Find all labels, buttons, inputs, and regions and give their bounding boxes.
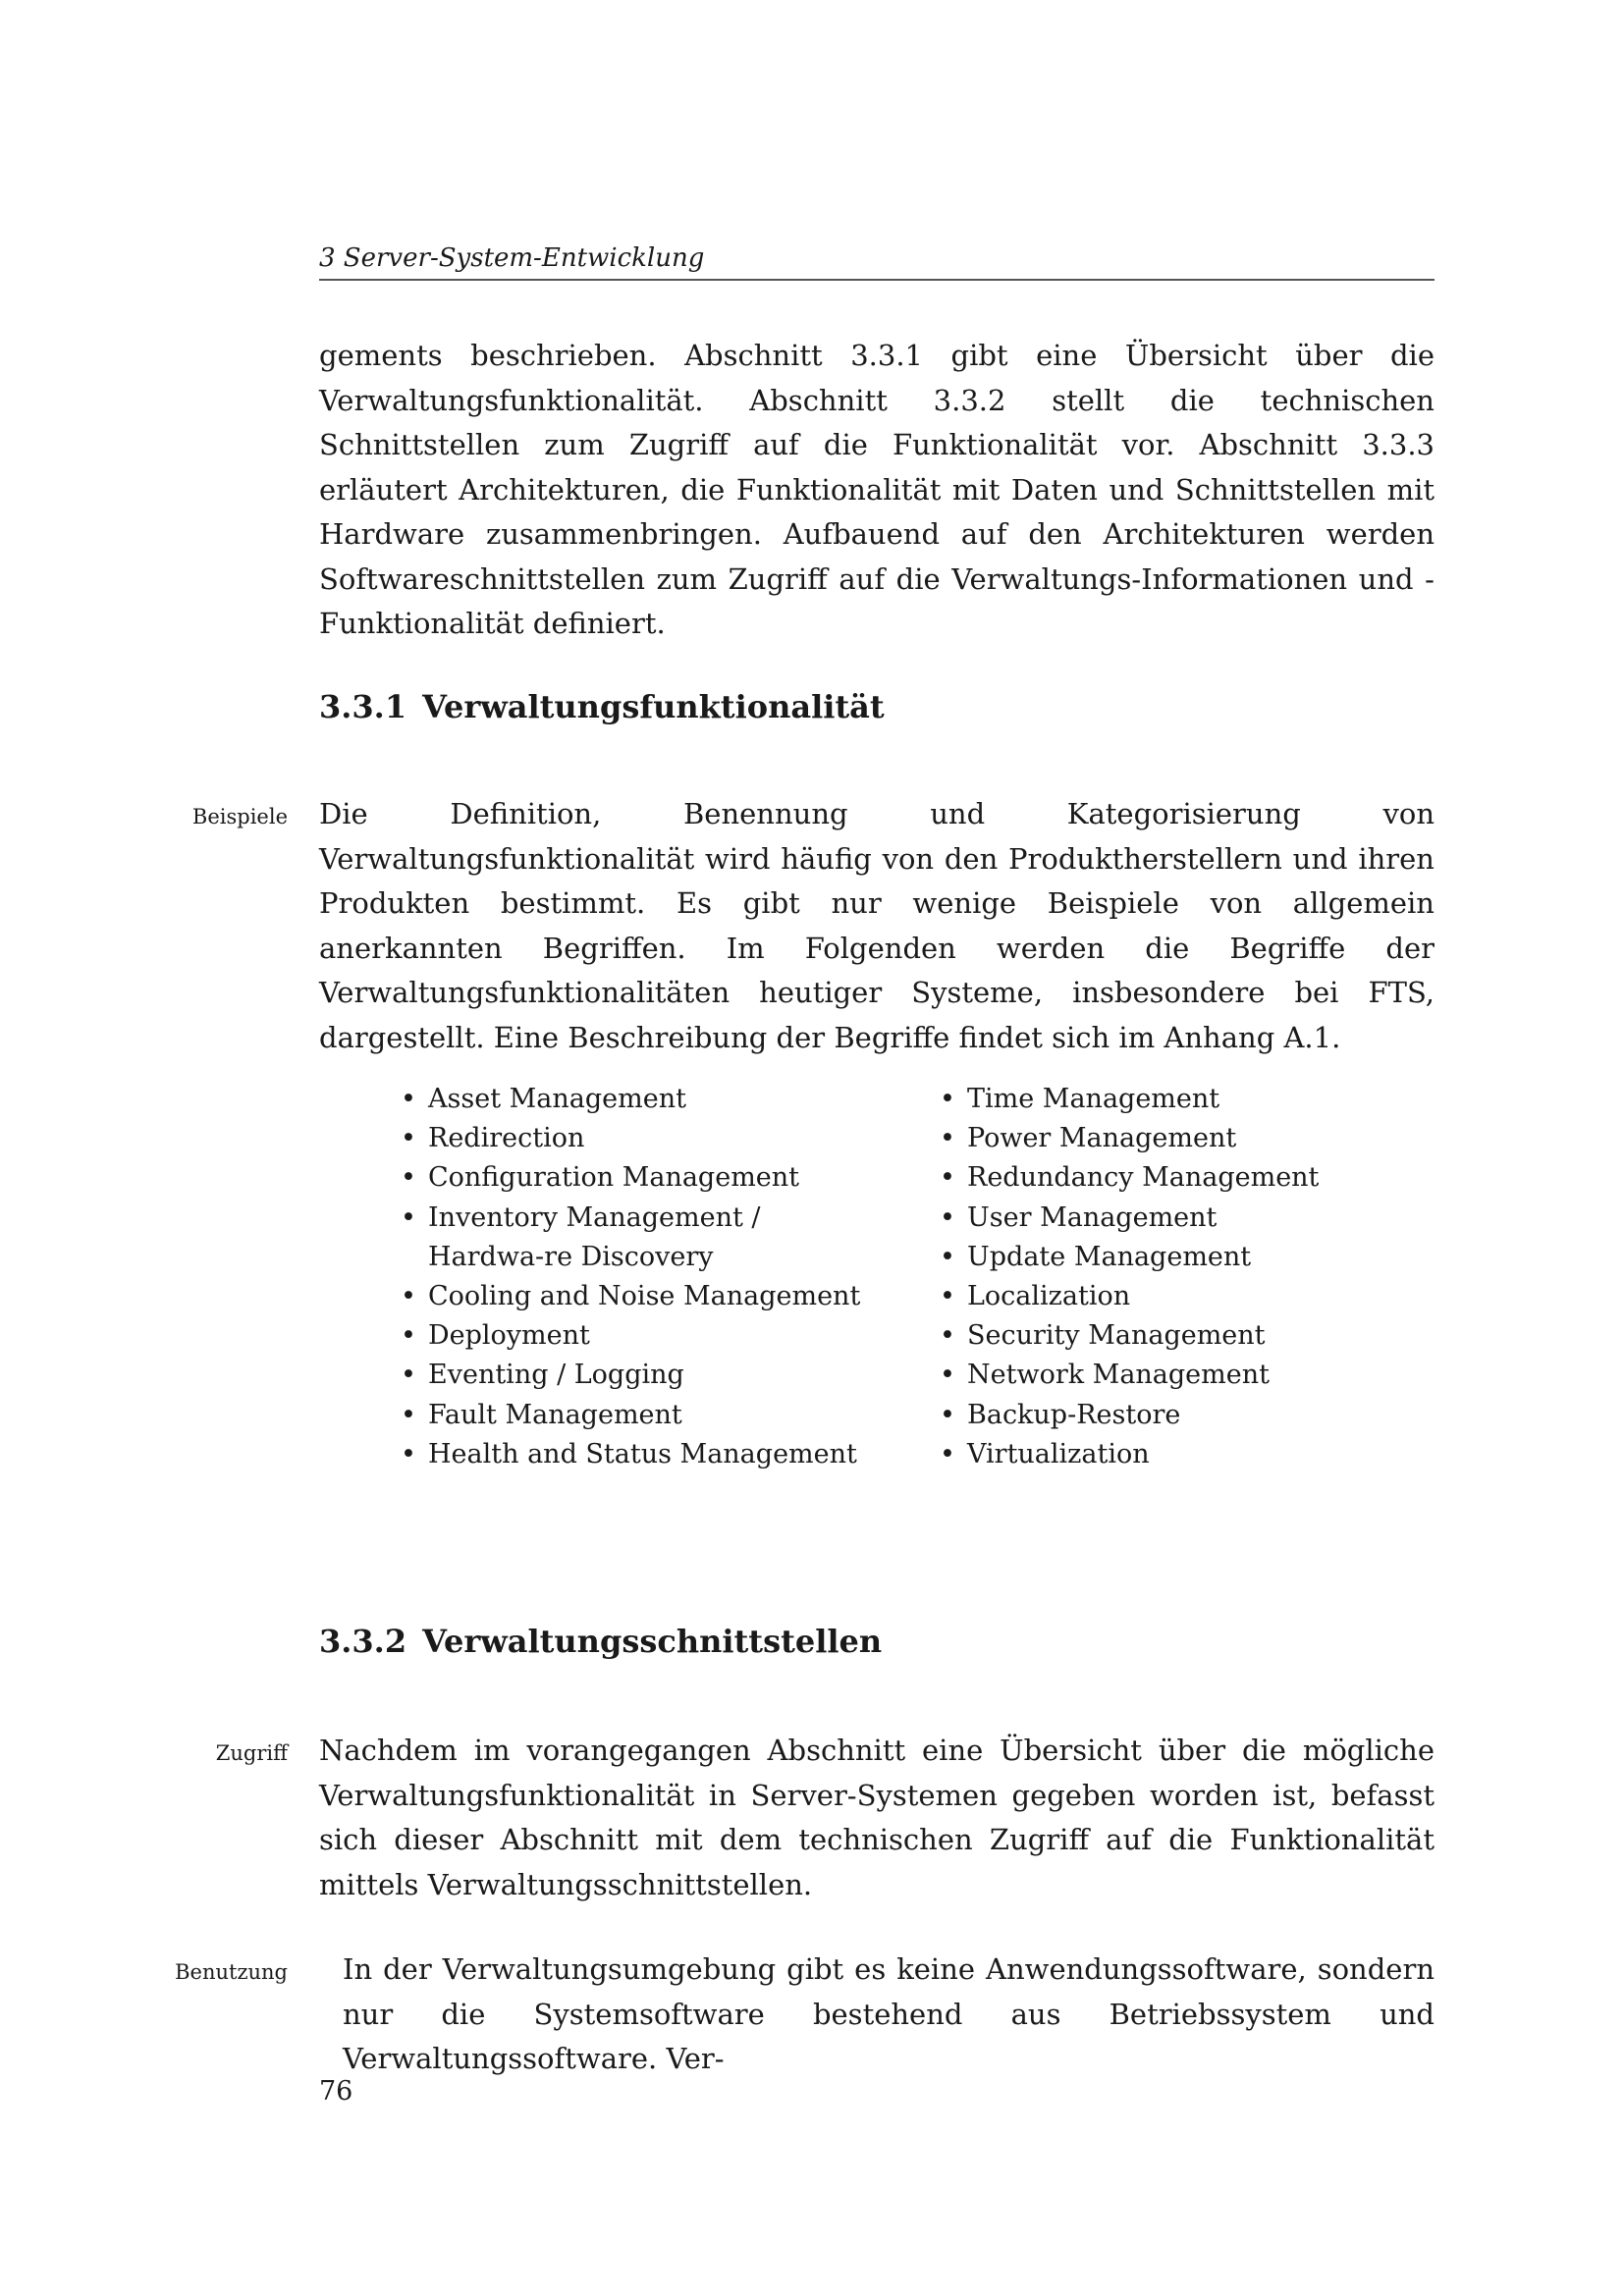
list-item: • Backup-Restore: [940, 1396, 1352, 1435]
function-list-left: [401, 1080, 862, 1474]
list-item: • Localization: [940, 1277, 1352, 1316]
section-number: 3.3.1: [319, 688, 407, 725]
list-item: • User Management: [940, 1199, 1352, 1238]
section-number: 3.3.2: [319, 1623, 407, 1660]
list-item: • Update Management: [940, 1238, 1352, 1277]
section2-paragraph-1: Nachdem im vorangegangen Abschnitt eine Übersicht über die mögliche Verwaltungsfunktionalität in Server-Systemen gegeben worden ist, befasst sich dieser Abschnitt mit dem technischen Zugriff auf die Funktionalität mittels Verwaltungsschnittstellen.: [319, 1734, 1435, 1901]
list-item: • Redirection: [401, 1119, 862, 1158]
chapter-title: 3 Server-System-Entwicklung: [319, 243, 705, 273]
list-item: • Time Management: [940, 1080, 1352, 1119]
list-item: • Fault Management: [401, 1396, 862, 1435]
section2-paragraph-2: In der Verwaltungsumgebung gibt es keine Anwendungssoftware, sondern nur die Systemsoftware bestehend aus Betriebssystem und Verwaltungssoftware. Ver-: [343, 1952, 1435, 2075]
section-title: Verwaltungsfunktionalität: [422, 688, 885, 725]
list-item: • Eventing / Logging: [401, 1356, 862, 1395]
list-item: • Virtualization: [940, 1435, 1352, 1474]
list-item: • Deployment: [401, 1316, 862, 1356]
list-item: • Redundancy Management: [940, 1158, 1352, 1198]
intro-paragraph: gements beschrieben. Abschnitt 3.3.1 gibt eine Übersicht über die Verwaltungsfunktionalität. Abschnitt 3.3.2 stellt die technischen Schnittstellen zum Zugriff auf die Funktionalität vor. Abschnitt 3.3.3 erläutert Architekturen, die Funktionalität mit Daten und Schnittstellen mit Hardware zusammenbringen. Aufbauend auf den Architekturen werden Softwareschnittstellen zum Zugriff auf die Verwaltungs-Informationen und -Funktionalität definiert.: [319, 339, 1435, 640]
list-item: • Power Management: [940, 1119, 1352, 1158]
section1-paragraph: Die Definition, Benennung und Kategorisierung von Verwaltungsfunktionalität wird häufig von den Produktherstellern und ihren Produkten bestimmt. Es gibt nur wenige Beispiele von allgemein anerkannten Begriffen. Im Folgenden werden die Begriffe der Verwaltungsfunktionalitäten heutiger Systeme, insbesondere bei FTS, dargestellt. Eine Beschreibung der Begriffe findet sich im Anhang A.1.: [319, 797, 1435, 1054]
margin-note-zugriff: Zugriff: [215, 1741, 288, 1765]
list-item: • Network Management: [940, 1356, 1352, 1395]
section-title: Verwaltungsschnittstellen: [422, 1623, 883, 1660]
margin-note-benutzung: Benutzung: [175, 1960, 288, 1984]
list-item: • Security Management: [940, 1316, 1352, 1356]
section-heading-3-3-2: [319, 1622, 882, 1661]
list-item: • Health and Status Management: [401, 1435, 862, 1474]
function-list-right: [940, 1080, 1352, 1474]
page-number: 76: [319, 2076, 353, 2107]
list-item: • Inventory Management / Hardwa-re Discovery: [401, 1199, 862, 1277]
list-item: • Configuration Management: [401, 1158, 862, 1198]
list-item: • Asset Management: [401, 1080, 862, 1119]
margin-note-beispiele: Beispiele: [191, 805, 288, 828]
section-heading-3-3-1: [319, 687, 885, 726]
running-header: [319, 241, 1435, 281]
list-item: • Cooling and Noise Management: [401, 1277, 862, 1316]
